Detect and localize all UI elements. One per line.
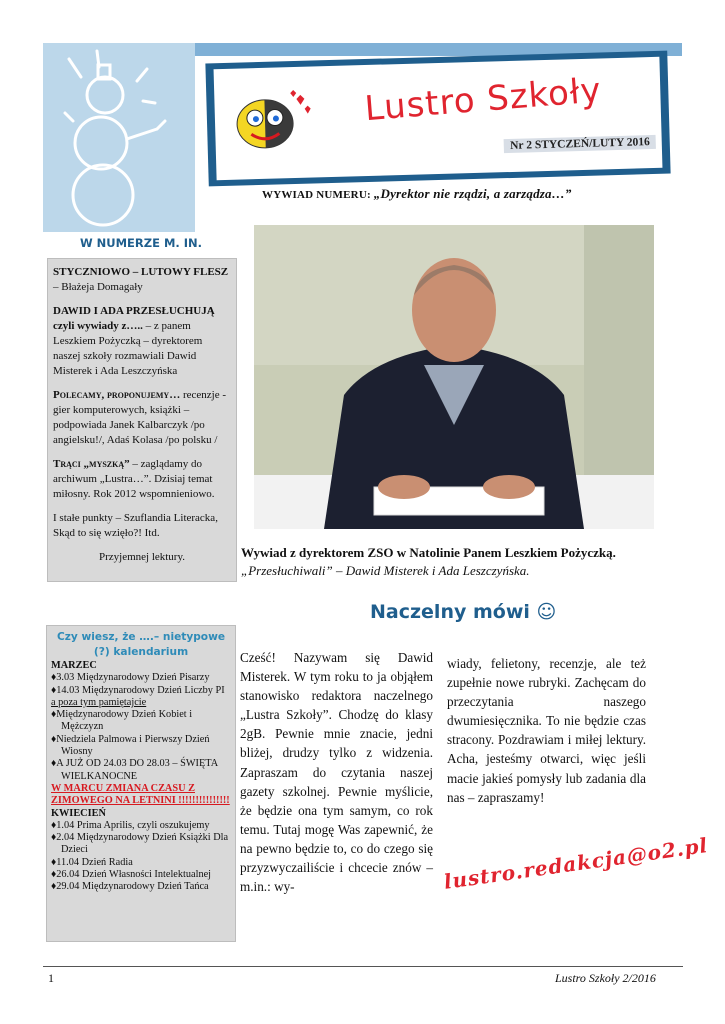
calendar-entry: ♦2.04 Międzynarodowy Dzień Książki Dla Dzieci (51, 832, 229, 856)
contents-item: Trąci „myszką” – zaglądamy do archiwum „Lustra…”. Dzisiaj temat miłosny. Rok 2012 wspomnieniowo. (53, 458, 215, 500)
interview-headline (262, 186, 572, 202)
email-link[interactable]: lustro.redakcja@o2.pl (442, 833, 710, 894)
contents-box (47, 258, 237, 582)
contents-item: I stałe punkty – Szuflandia Literacka, Skąd to się wzięło?! Itd. (53, 512, 218, 539)
masthead-title: Lustro Szkoły (363, 70, 603, 130)
masthead (205, 51, 670, 187)
interview-label: WYWIAD NUMERU: (262, 189, 371, 201)
contents-item: Polecamy, proponujemy… recenzje - gier komputerowych, książki – podpowiada Janek Kalbarczyk /po angielsku!/, Adaś Kolasa /po polsku / (53, 389, 227, 446)
contents-heading: W NUMERZE M. IN. (79, 236, 203, 250)
calendar-title: Czy wiesz, że ….– nietypowe (?) kalendarium (56, 631, 226, 658)
editorial-title: Naczelny mówi ☺ (370, 601, 557, 623)
photo-credit: „Przesłuchiwali” – Dawid Misterek i Ada Leszczyńska. (241, 563, 530, 578)
issue-number: Nr 2 STYCZEŃ/LUTY 2016 (504, 135, 656, 153)
calendar-entry: ♦26.04 Dzień Własności Intelektualnej (51, 869, 212, 881)
calendar-entry: ♦Międzynarodowy Dzień Kobiet i Mężczyzn (51, 709, 193, 733)
calendar-entry: ♦11.04 Dzień Radia (51, 856, 133, 868)
editorial-column-2: wiady, felietony, recenzje, ale też zupełnie nowe rubryki. Zachęcam do przeczytania naszego dwumiesięcznika. To nie będzie czas stracony. Pozdrawiam i miłej lektury. Acha, jesteśmy otwarci, więc jeśli macie jakieś pomysły lub zadania dla nas – zapraszamy! (447, 656, 646, 805)
smiley-logo-icon (220, 82, 317, 155)
month-heading: MARZEC (51, 660, 97, 671)
footer-title: Lustro Szkoły 2/2016 (555, 971, 656, 985)
calendar-entry: ♦14.03 Międzynarodowy Dzień Liczby PI (51, 684, 225, 696)
calendar-note: a poza tym pamiętajcie (51, 696, 147, 708)
time-change-notice: W MARCU ZMIANA CZASU Z ZIMOWEGO NA LETNINI !!!!!!!!!!!!!!! (51, 782, 230, 807)
calendar-entry: ♦3.03 Międzynarodowy Dzień Pisarzy (51, 672, 210, 684)
director-photo (254, 225, 654, 529)
calendar-entry: ♦A JUŻ OD 24.03 DO 28.03 – ŚWIĘTA WIELKANOCNE (51, 758, 218, 782)
month-heading: KWIECIEŃ (51, 807, 106, 819)
calendar-entry: ♦Niedziela Palmowa i Pierwszy Dzień Wiosny (51, 733, 210, 758)
contents-item: DAWID I ADA PRZESŁUCHUJĄ czyli wywiady z….. – z panem Leszkiem Pożyczką – dyrektorem naszej szkoły rozmawiali Dawid Misterek i Ada Leszczyńska (53, 305, 215, 377)
contents-item: STYCZNIOWO – LUTOWY FLESZ – Błażeja Domagały (53, 266, 229, 293)
interview-title: „Dyrektor nie rządzi, a zarządza…” (373, 186, 572, 201)
snowman-illustration (43, 43, 195, 232)
calendar-entry: ♦1.04 Prima Aprilis, czyli oszukujemy (51, 819, 210, 831)
calendar-entry: ♦29.04 Międzynarodowy Dzień Tańca (51, 881, 209, 893)
editorial-column-1: Cześć! Nazywam się Dawid Misterek. W tym roku to ja objąłem stanowisko redaktora naczelnego „Lustra Szkoły”. Chodzę do klasy 2gB. Pewnie mnie znacie, jedni bliżej, drudzy tylko z widzenia. Zapraszam do czytania naszej gazety szkolnej. Pewnie myślicie, że będzie ona tym samym, co rok temu. Tutaj mogę Was zapewnić, że na pewno będzie to, co do czego się przyzwyczailiście i chcecie znów – m.in.: wy- (240, 650, 433, 895)
contents-closing: Przyjemnej lektury. (98, 551, 186, 563)
calendar-box (46, 625, 236, 942)
footer-divider (43, 966, 683, 967)
snowman-icon (43, 43, 195, 232)
page-number: 1 (48, 971, 54, 985)
photo-caption: Wywiad z dyrektorem ZSO w Natolinie Panem Leszkiem Pożyczką. (241, 545, 616, 560)
